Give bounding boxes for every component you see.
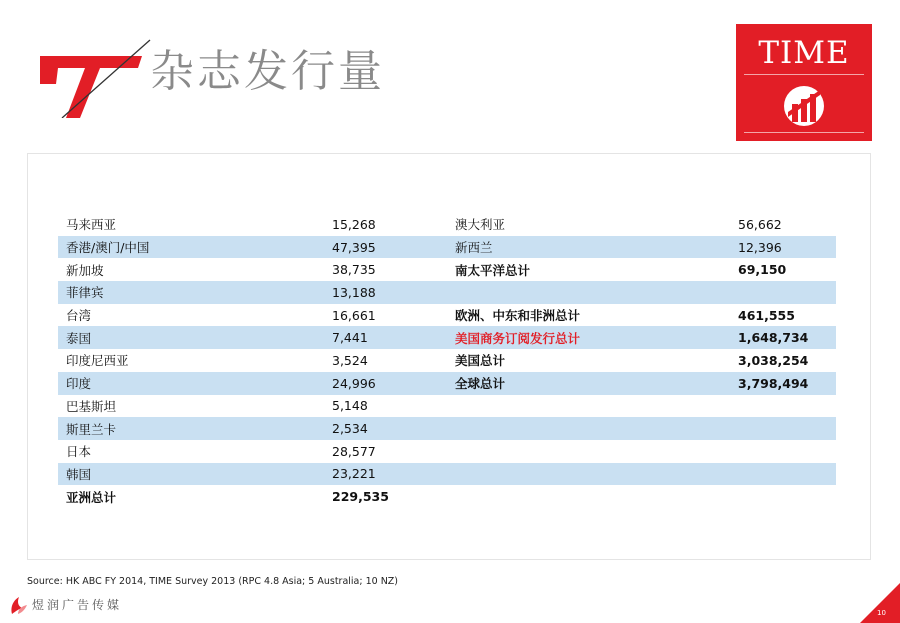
total-name: 全球总计	[447, 372, 730, 395]
time-logo	[736, 24, 872, 141]
region-name: 澳大利亚	[455, 217, 506, 233]
region-value: 16,661	[332, 307, 376, 323]
logo-divider	[744, 132, 864, 133]
region-name	[447, 281, 730, 304]
t-logo-icon	[38, 36, 156, 118]
subtotal-value: 3,038,254	[738, 352, 809, 368]
region-name: 新西兰	[447, 236, 730, 259]
region-value: 2,534	[324, 417, 447, 440]
empty-cell	[730, 395, 836, 418]
total-name: 亚洲总计	[66, 489, 117, 505]
table-row	[58, 440, 836, 463]
empty-cell	[730, 417, 836, 440]
region-value: 12,396	[730, 236, 836, 259]
empty-cell	[447, 485, 730, 508]
region-value: 47,395	[324, 236, 447, 259]
region-value: 13,188	[324, 281, 447, 304]
corner-triangle	[860, 583, 900, 623]
table-row	[58, 236, 836, 259]
page-number: 10	[877, 609, 886, 617]
region-name: 斯里兰卡	[58, 417, 324, 440]
subtotal-name: 南太平洋总计	[455, 262, 531, 278]
region-name: 香港/澳门/中国	[58, 236, 324, 259]
subtotal-value: 1,648,734	[730, 326, 836, 349]
subtotal-name: 美国总计	[455, 353, 506, 369]
region-value	[730, 281, 836, 304]
region-value: 56,662	[738, 216, 782, 232]
region-value: 5,148	[332, 398, 368, 414]
table-row	[58, 372, 836, 395]
table-row	[58, 326, 836, 349]
region-value: 23,221	[324, 463, 447, 486]
region-name: 巴基斯坦	[66, 398, 117, 414]
region-value: 7,441	[324, 326, 447, 349]
source-note: Source: HK ABC FY 2014, TIME Survey 2013 (RPC 4.8 Asia; 5 Australia; 10 NZ)	[27, 576, 399, 587]
region-value: 3,524	[332, 352, 368, 368]
table-row	[58, 258, 836, 281]
region-name: 新加坡	[66, 262, 104, 278]
table-row	[58, 349, 836, 372]
building-chart-icon	[780, 82, 828, 130]
region-name: 马来西亚	[66, 217, 117, 233]
subtotal-name: 欧洲、中东和非洲总计	[455, 308, 581, 324]
table-row	[58, 304, 836, 327]
region-name: 泰国	[58, 326, 324, 349]
table-row	[58, 213, 836, 236]
region-name: 台湾	[66, 308, 92, 324]
empty-cell	[730, 485, 836, 508]
region-value: 38,735	[332, 262, 376, 278]
region-value: 24,996	[324, 372, 447, 395]
empty-cell	[447, 417, 730, 440]
region-name: 印度尼西亚	[66, 353, 129, 369]
table-row	[58, 485, 836, 508]
company-logo-icon	[8, 594, 30, 616]
highlight-name: 美国商务订阅发行总计	[447, 326, 730, 349]
region-name: 印度	[58, 372, 324, 395]
region-value: 15,268	[332, 216, 376, 232]
table-row	[58, 395, 836, 418]
empty-cell	[730, 440, 836, 463]
total-value: 229,535	[332, 489, 389, 505]
total-value: 3,798,494	[730, 372, 836, 395]
empty-cell	[447, 440, 730, 463]
region-name: 菲律宾	[58, 281, 324, 304]
empty-cell	[447, 395, 730, 418]
time-logo-text: TIME	[758, 35, 850, 71]
subtotal-value: 69,150	[738, 262, 787, 278]
region-name: 日本	[66, 444, 92, 460]
logo-divider	[744, 74, 864, 75]
empty-cell	[730, 463, 836, 486]
table-row	[58, 281, 836, 304]
page-title: 杂志发行量	[150, 46, 385, 97]
table-row	[58, 417, 836, 440]
company-name: 煜润广告传媒	[32, 598, 123, 612]
circulation-table	[58, 213, 836, 508]
region-value: 28,577	[332, 443, 376, 459]
region-name: 韩国	[58, 463, 324, 486]
subtotal-value: 461,555	[738, 307, 795, 323]
empty-cell	[447, 463, 730, 486]
table-row	[58, 463, 836, 486]
